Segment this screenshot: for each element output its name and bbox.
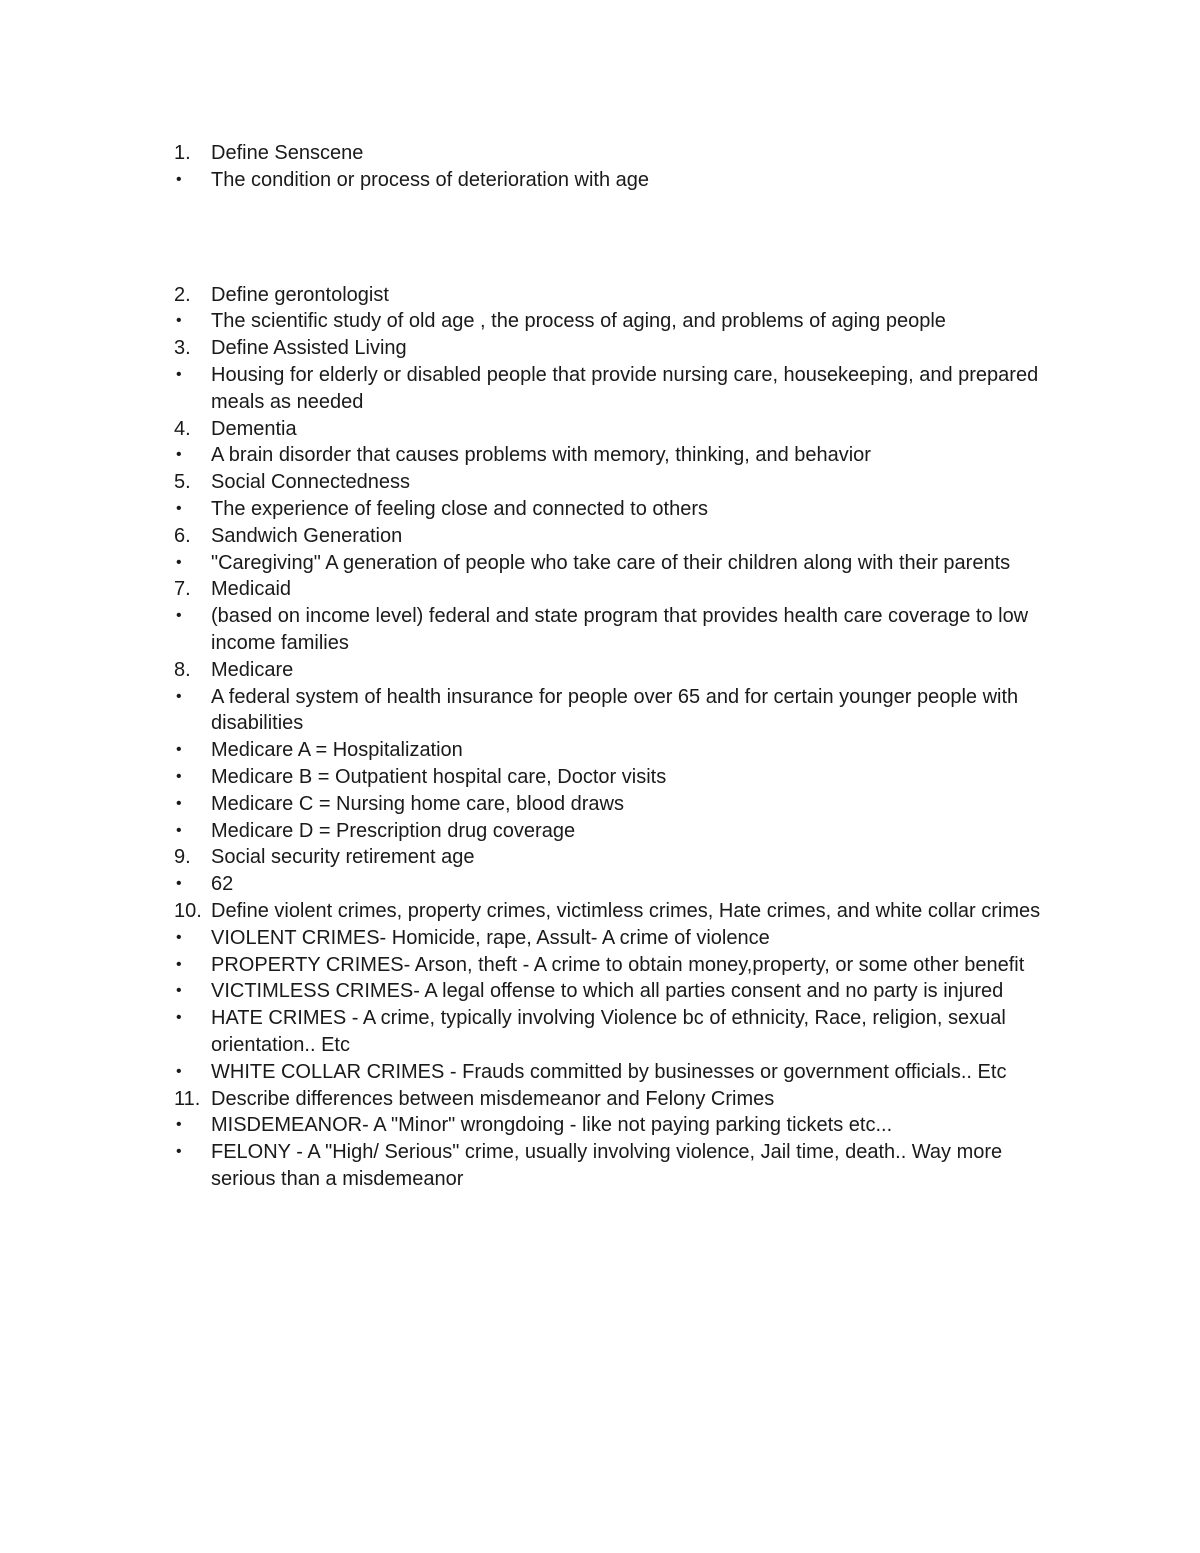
answer-text: VIOLENT CRIMES- Homicide, rape, Assult- A crime of violence xyxy=(211,926,770,949)
answer-text: MISDEMEANOR- A "Minor" wrongdoing - like not paying parking tickets etc... xyxy=(211,1114,893,1137)
question-item xyxy=(174,335,1074,362)
answer-text: Housing for elderly or disabled people that provide nursing care, housekeeping, and prepared meals as needed xyxy=(211,363,1039,413)
item-number: 8. xyxy=(174,658,191,681)
answer-text: Medicare C = Nursing home care, blood draws xyxy=(211,792,624,815)
question-text: Define Assisted Living xyxy=(211,337,407,360)
question-text: Define violent crimes, property crimes, victimless crimes, Hate crimes, and white collar crimes xyxy=(211,899,1041,922)
answer-text: WHITE COLLAR CRIMES - Frauds committed by businesses or government officials.. Etc xyxy=(211,1060,1007,1083)
answer-bullet-item xyxy=(174,550,1074,577)
question-text: Social Connectedness xyxy=(211,471,411,494)
answer-text: The condition or process of deterioration with age xyxy=(211,168,650,191)
bullet-marker: • xyxy=(176,312,182,330)
answer-text: The experience of feeling close and connected to others xyxy=(211,497,708,520)
question-text: Define gerontologist xyxy=(211,283,389,306)
answer-text: Medicare A = Hospitalization xyxy=(211,739,463,762)
item-number: 7. xyxy=(174,578,191,601)
answer-bullet-item xyxy=(174,1005,1074,1059)
bullet-marker: • xyxy=(176,365,182,383)
answer-text: FELONY - A "High/ Serious" crime, usually involving violence, Jail time, death.. Way more serious than a misdemeanor xyxy=(211,1141,1003,1190)
bullet-marker: • xyxy=(176,955,182,973)
bullet-marker: • xyxy=(176,1116,182,1134)
bullet-marker: • xyxy=(176,499,182,517)
bullet-marker: • xyxy=(176,767,182,785)
answer-bullet-item xyxy=(174,308,1074,335)
section-gap xyxy=(174,194,1074,282)
item-number: 4. xyxy=(174,417,191,440)
answer-text: PROPERTY CRIMES- Arson, theft - A crime to obtain money,property, or some other benefit xyxy=(211,953,1025,976)
item-number: 9. xyxy=(174,846,191,869)
question-item xyxy=(174,844,1074,871)
bullet-marker: • xyxy=(176,928,182,946)
answer-bullet-item xyxy=(174,791,1074,818)
answer-text: Medicare B = Outpatient hospital care, Doctor visits xyxy=(211,765,667,788)
question-item xyxy=(174,576,1074,603)
bullet-marker: • xyxy=(176,821,182,839)
item-number: 10. xyxy=(174,899,202,922)
item-number: 2. xyxy=(174,283,191,306)
item-number: 5. xyxy=(174,471,191,494)
question-item xyxy=(174,523,1074,550)
answer-text: HATE CRIMES - A crime, typically involving Violence bc of ethnicity, Race, religion, sexual orientation.. Etc xyxy=(211,1007,1006,1056)
bullet-marker: • xyxy=(176,170,182,188)
bullet-marker: • xyxy=(176,1062,182,1080)
bullet-marker: • xyxy=(176,794,182,812)
answer-text: "Caregiving" A generation of people who take care of their children along with their parents xyxy=(211,551,1011,574)
notes-list xyxy=(174,140,1074,1193)
bullet-marker: • xyxy=(176,687,182,705)
answer-bullet-item xyxy=(174,603,1074,657)
item-number: 6. xyxy=(174,524,191,547)
question-text: Describe differences between misdemeanor and Felony Crimes xyxy=(211,1087,775,1110)
answer-text: A federal system of health insurance for people over 65 and for certain younger people with disabilities xyxy=(211,685,1019,735)
answer-bullet-item xyxy=(174,1112,1074,1139)
item-number: 3. xyxy=(174,337,191,360)
bullet-marker: • xyxy=(176,1143,182,1161)
answer-text: (based on income level) federal and state program that provides health care coverage to low income families xyxy=(211,605,1029,654)
answer-text: Medicare D = Prescription drug coverage xyxy=(211,819,576,842)
question-item xyxy=(174,416,1074,443)
question-text: Medicare xyxy=(211,658,294,681)
question-item xyxy=(174,898,1074,925)
item-number: 11. xyxy=(174,1087,201,1110)
answer-bullet-item xyxy=(174,871,1074,898)
answer-bullet-item xyxy=(174,496,1074,523)
bullet-marker: • xyxy=(176,607,182,625)
item-number: 1. xyxy=(174,142,191,164)
bullet-marker: • xyxy=(176,446,182,464)
question-text: Medicaid xyxy=(211,578,292,601)
question-item xyxy=(174,657,1074,684)
question-item xyxy=(174,140,1074,167)
answer-bullet-item xyxy=(174,737,1074,764)
answer-bullet-item xyxy=(174,684,1074,738)
question-text: Social security retirement age xyxy=(211,846,475,869)
question-item xyxy=(174,1086,1074,1113)
bullet-marker: • xyxy=(176,553,182,571)
answer-bullet-item xyxy=(174,818,1074,845)
answer-text: 62 xyxy=(211,873,234,896)
answer-text: The scientific study of old age , the process of aging, and problems of aging people xyxy=(211,310,946,333)
bullet-marker: • xyxy=(176,741,182,759)
bullet-marker: • xyxy=(176,875,182,893)
question-text: Sandwich Generation xyxy=(211,524,403,547)
question-item xyxy=(174,282,1074,309)
answer-text: A brain disorder that causes problems with memory, thinking, and behavior xyxy=(211,444,871,467)
answer-bullet-item xyxy=(174,978,1074,1005)
bullet-marker: • xyxy=(176,982,182,1000)
answer-bullet-item xyxy=(174,925,1074,952)
answer-bullet-item xyxy=(174,167,1074,194)
answer-bullet-item xyxy=(174,362,1074,416)
answer-bullet-item xyxy=(174,442,1074,469)
answer-bullet-item xyxy=(174,1139,1074,1193)
question-text: Define Senscene xyxy=(211,142,364,164)
answer-text: VICTIMLESS CRIMES- A legal offense to which all parties consent and no party is injured xyxy=(211,980,1004,1003)
question-item xyxy=(174,469,1074,496)
answer-bullet-item xyxy=(174,952,1074,979)
bullet-marker: • xyxy=(176,1009,182,1027)
answer-bullet-item xyxy=(174,764,1074,791)
question-text: Dementia xyxy=(211,417,297,440)
answer-bullet-item xyxy=(174,1059,1074,1086)
